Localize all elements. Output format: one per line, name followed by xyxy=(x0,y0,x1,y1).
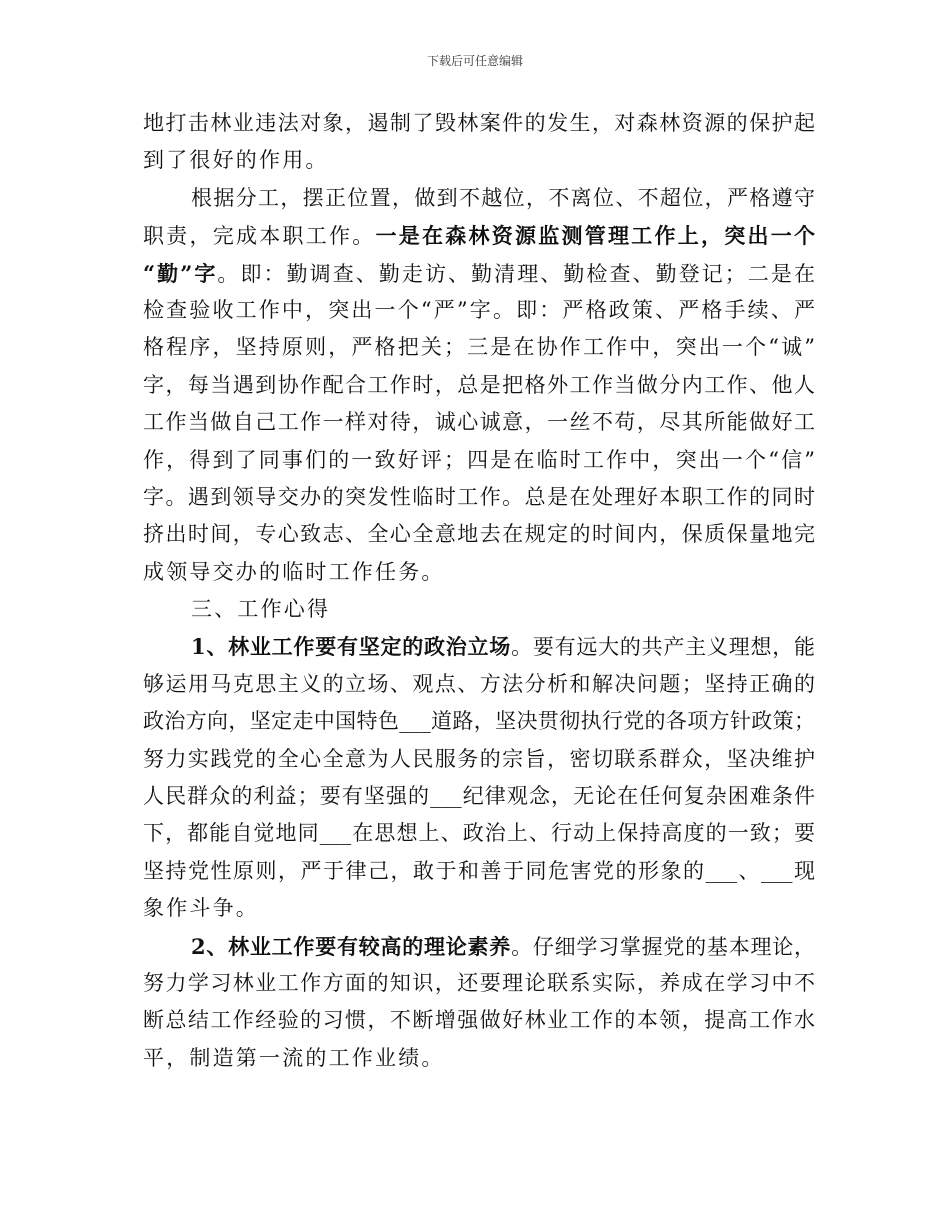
bold-text-segment: “勤”字 xyxy=(143,260,218,286)
text-line: 格程序，坚持原则，严格把关；三是在协作工作中，突出一个“诚” xyxy=(143,335,815,360)
text-line: 挤出时间，专心致志、全心全意地去在规定的时间内，保质保量地完 xyxy=(143,522,815,547)
text-line xyxy=(143,628,815,665)
text-segment: 职责，完成本职工作。 xyxy=(143,224,376,249)
document-body xyxy=(143,105,815,1077)
text-line xyxy=(143,217,815,254)
text-line: 努力学习林业工作方面的知识，还要理论联系实际，养成在学习中不 xyxy=(143,970,815,995)
page-header: 下载后可任意编辑 xyxy=(426,54,523,68)
text-segment: 。要有远大的共产主义理想，能 xyxy=(511,635,815,660)
text-line: 象作斗争。 xyxy=(143,896,259,921)
text-line: 检查验收工作中，突出一个“严”字。即：严格政策、严格手续、严 xyxy=(143,297,815,322)
text-line: 根据分工，摆正位置，做到不越位，不离位、不超位，严格遵守 xyxy=(191,185,815,210)
text-line: 成领导交办的临时工作任务。 xyxy=(143,559,445,584)
text-line: 到了很好的作用。 xyxy=(143,148,329,173)
text-line: 断总结工作经验的习惯，不断增强做好林业工作的本领，提高工作水 xyxy=(143,1008,815,1033)
text-line: 坚持党性原则，严于律己，敢于和善于同危害党的形象的___、___现 xyxy=(143,858,815,883)
bold-text-segment: 一是在森林资源监测管理工作上，突出一个 xyxy=(375,223,815,249)
text-line: 工作当做自己工作一样对待，诚心诚意，一丝不苟，尽其所能做好工 xyxy=(143,410,815,435)
text-segment: 。即：勤调查、勤走访、勤清理、勤检查、勤登记；二是在 xyxy=(217,261,815,286)
text-line: 字，每当遇到协作配合工作时，总是把格外工作当做分内工作、他人 xyxy=(143,372,815,397)
text-line: 下，都能自觉地同___在思想上、政治上、行动上保持高度的一致；要 xyxy=(143,821,815,846)
text-line xyxy=(143,255,815,292)
text-line xyxy=(143,928,815,965)
bold-text-segment: 1、林业工作要有坚定的政治立场 xyxy=(191,634,512,660)
text-line: 三、工作心得 xyxy=(191,597,331,622)
bold-text-segment: 2、林业工作要有较高的理论素养 xyxy=(191,933,512,959)
text-line: 地打击林业违法对象，遏制了毁林案件的发生，对森林资源的保护起 xyxy=(143,111,815,135)
text-line: 够运用马克思主义的立场、观点、方法分析和解决问题；坚持正确的 xyxy=(143,671,815,696)
text-line: 努力实践党的全心全意为人民服务的宗旨，密切联系群众，坚决维护 xyxy=(143,746,815,771)
text-line: 平，制造第一流的工作业绩。 xyxy=(143,1045,445,1070)
text-segment: 。仔细学习掌握党的基本理论， xyxy=(511,934,815,959)
text-line: 字。遇到领导交办的突发性临时工作。总是在处理好本职工作的同时 xyxy=(143,484,815,509)
text-line: 人民群众的利益；要有坚强的___纪律观念，无论在任何复杂困难条件 xyxy=(143,784,815,809)
text-line: 政治方向，坚定走中国特色___道路，坚决贯彻执行党的各项方针政策； xyxy=(143,709,815,734)
text-line: 作，得到了同事们的一致好评；四是在临时工作中，突出一个“信” xyxy=(143,447,815,472)
